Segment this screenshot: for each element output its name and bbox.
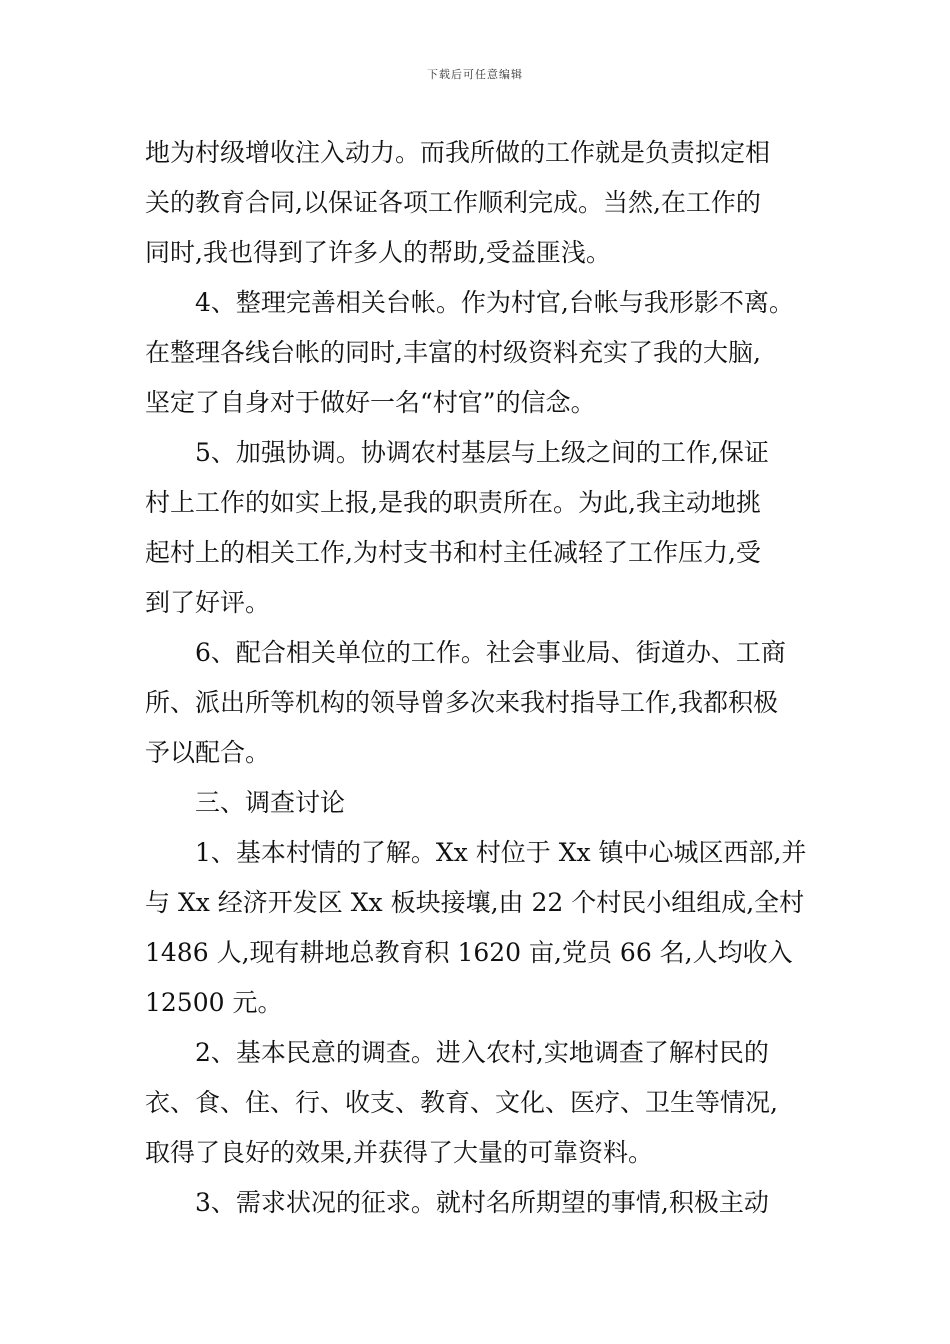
text-line: 同时,我也得到了许多人的帮助,受益匪浅。 — [145, 238, 611, 267]
paragraph-1-start: 1、基本村情的了解。Xx 村位于 Xx 镇中心城区西部,并 — [195, 838, 807, 867]
paragraph-6-start: 6、配合相关单位的工作。社会事业局、街道办、工商 — [195, 638, 786, 667]
text-line: 衣、食、住、行、收支、教育、文化、医疗、卫生等情况, — [145, 1088, 778, 1117]
text-line: 起村上的相关工作,为村支书和村主任减轻了工作压力,受 — [145, 538, 761, 567]
text-line: 关的教育合同,以保证各项工作顺利完成。当然,在工作的 — [145, 188, 761, 217]
section-heading: 三、调查讨论 — [195, 788, 346, 817]
text-line: 所、派出所等机构的领导曾多次来我村指导工作,我都积极 — [145, 688, 778, 717]
paragraph-5-start: 5、加强协调。协调农村基层与上级之间的工作,保证 — [195, 438, 769, 467]
text-line: 予以配合。 — [145, 738, 271, 767]
text-line: 地为村级增收注入动力。而我所做的工作就是负责拟定相 — [145, 138, 771, 167]
paragraph-4-start: 4、整理完善相关台帐。作为村官,台帐与我形影不离。 — [195, 288, 794, 317]
text-line: 取得了良好的效果,并获得了大量的可靠资料。 — [145, 1138, 653, 1167]
document-body — [145, 128, 810, 1228]
text-line: 到了好评。 — [145, 588, 271, 617]
text-line: 与 Xx 经济开发区 Xx 板块接壤,由 22 个村民小组组成,全村 — [145, 888, 805, 917]
text-line: 坚定了自身对于做好一名“村官”的信念。 — [145, 388, 596, 417]
text-line: 12500 元。 — [145, 988, 283, 1017]
paragraph-2-start: 2、基本民意的调查。进入农村,实地调查了解村民的 — [195, 1038, 769, 1067]
text-line: 在整理各线台帐的同时,丰富的村级资料充实了我的大脑, — [145, 338, 761, 367]
text-line: 1486 人,现有耕地总教育积 1620 亩,党员 66 名,人均收入 — [145, 938, 793, 967]
page-header: 下载后可任意编辑 — [427, 68, 523, 81]
text-line: 村上工作的如实上报,是我的职责所在。为此,我主动地挑 — [145, 488, 761, 517]
paragraph-3-start: 3、需求状况的征求。就村名所期望的事情,积极主动 — [195, 1188, 769, 1217]
